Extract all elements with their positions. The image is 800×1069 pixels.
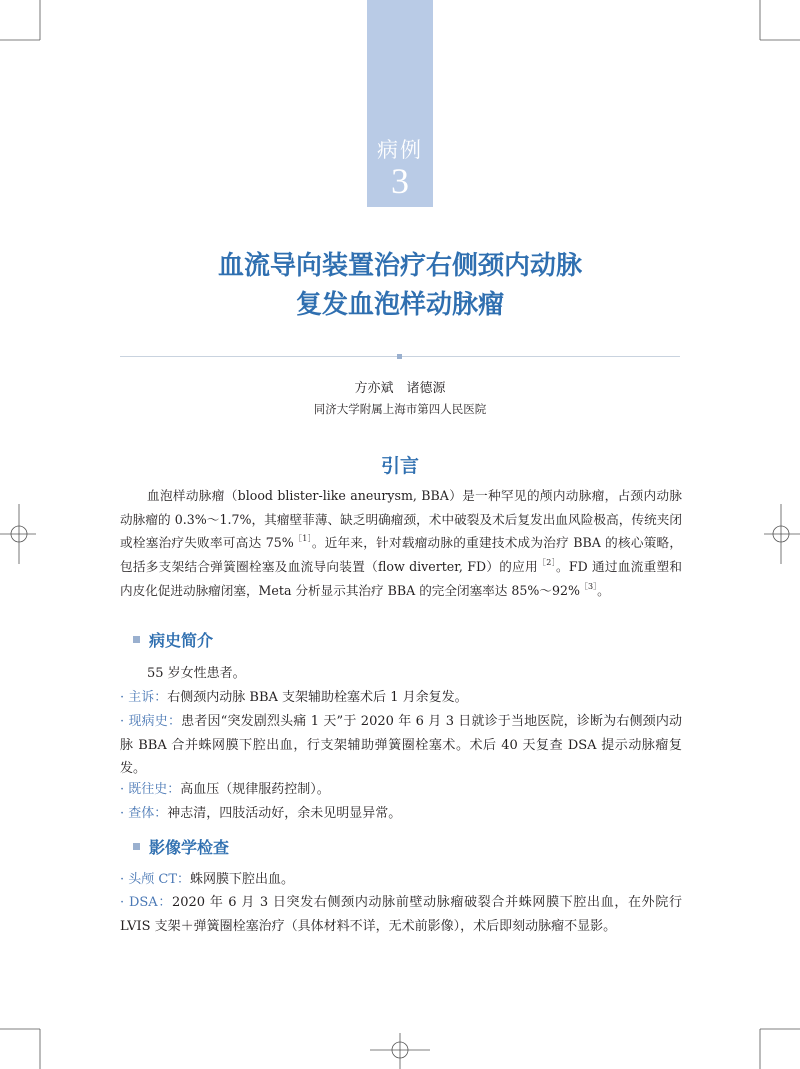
intro-heading: 引言 xyxy=(380,455,419,477)
imaging-heading: 影像学检查 xyxy=(133,835,229,858)
authors: 方亦斌 诸德源 xyxy=(354,381,446,396)
title-line-2: 复发血泡样动脉瘤 xyxy=(295,290,504,320)
divider-dot xyxy=(397,354,402,359)
ref-1: ［1］ xyxy=(293,534,312,544)
present-history: · 现病史：患者因“突发剧烈头痛 1 天”于 2020 年 6 月 3 日就诊于当地医院，诊断为右侧颈内动脉 BBA 合并蛛网膜下腔出血，行支架辅助弹簧圈栓塞术。术后 40 天复查 DSA 提示动脉瘤复发。 xyxy=(120,714,682,777)
title-line-1: 血流导向装置治疗右侧颈内动脉 xyxy=(217,251,582,281)
case-label: 病例 xyxy=(377,138,423,162)
ref-3: ［3］ xyxy=(579,581,598,591)
dsa-findings: · DSA：2020 年 6 月 3 日突发右侧颈内动脉前壁动脉瘤破裂合并蛛网膜下腔出血，在外院行 LVIS 支架＋弹簧圈栓塞治疗（具体材料不详，无术前影像），术后即刻动脉瘤不显影。 xyxy=(120,895,682,934)
patient-line: 55 岁女性患者。 xyxy=(147,666,246,681)
heading-square-icon xyxy=(133,843,140,850)
intro-paragraph: 血泡样动脉瘤（blood blister-like aneurysm, BBA）是一种罕见的颅内动脉瘤，占颈内动脉动脉瘤的 0.3%～1.7%，其瘤壁菲薄、缺乏明确瘤颈，术中破裂及术后复发出血风险极高，传统夹闭或栓塞治疗失败率可高达 75%$^{[1]}$。近年来，针对载瘤动脉的重建技术成为治疗 BBA 的核心策略，包括多支架结合弹簧圈栓塞及血流导向装置（flow diverter, FD）的应用$^{[2]}$。FD 通过血流重塑和内皮化促进动脉瘤闭塞，Meta 分析显示其治疗 BBA 的完全闭塞率达 85%～92%$^{[3]}$。 xyxy=(120,488,683,598)
head-ct: · 头颅 CT：蛛网膜下腔出血。 xyxy=(120,872,295,887)
case-number: 3 xyxy=(391,161,409,201)
past-history: · 既往史：高血压（规律服药控制）。 xyxy=(120,782,330,797)
heading-square-icon xyxy=(133,636,140,643)
ref-2: ［2］ xyxy=(537,558,556,568)
chief-complaint: · 主诉：右侧颈内动脉 BBA 支架辅助栓塞术后 1 月余复发。 xyxy=(120,690,468,705)
institution: 同济大学附属上海市第四人民医院 xyxy=(313,402,487,416)
case-tab xyxy=(367,0,433,207)
history-heading: 病史简介 xyxy=(133,628,213,651)
physical-exam: · 查体：神志清，四肢活动好，余未见明显异常。 xyxy=(120,806,402,821)
